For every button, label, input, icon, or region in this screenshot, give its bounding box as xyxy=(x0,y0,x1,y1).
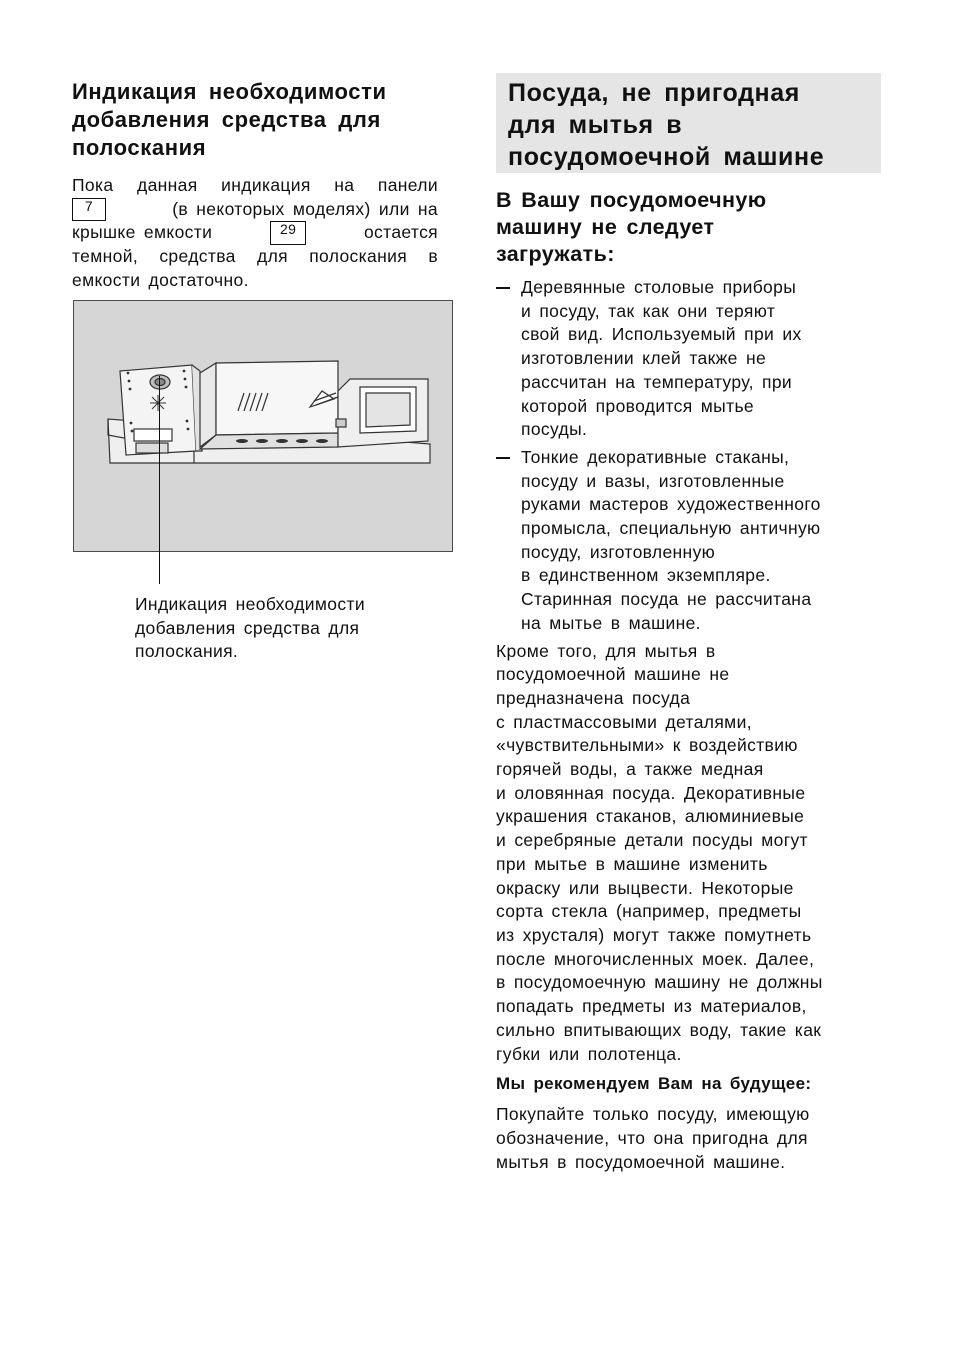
rinse-aid-indicator-heading: Индикация необходимости добавления средства для полоскания xyxy=(72,79,387,160)
panel-reference-box: 7 xyxy=(72,198,106,222)
unsuitable-dishes-heading: Посуда, не пригодная для мытья в посудомоечной машине xyxy=(508,79,825,171)
dispenser-figure xyxy=(73,300,453,552)
right-column xyxy=(496,73,886,1174)
container-reference-box: 29 xyxy=(270,221,306,245)
rinse-aid-intro-text: Пока данная индикация на панели 7 (в некоторых моделях) или на крышке емкости 29 остается темной, средства для полоскания в емкости достаточно. xyxy=(72,175,438,290)
dash-bullet-icon xyxy=(496,287,510,289)
figure-caption: Индикация необходимости добавления средства для полоскания. xyxy=(135,594,365,661)
dishwasher-detergent-dispenser-icon xyxy=(74,301,452,551)
dash-bullet-icon xyxy=(496,457,510,459)
callout-leader-line xyxy=(159,376,160,584)
unsuitable-items-list xyxy=(496,276,886,636)
recommendation-text: Покупайте только посуду, имеющую обозначение, что она пригодна для мытья в посудомоечной машине. xyxy=(496,1104,810,1172)
list-item: Тонкие декоративные стаканы, посуду и вазы, изготовленные руками мастеров художественного промысла, специальную античную посуду, изготовленную в единственном экземпляре. Старинная посуда не рассчитана на мытье в машине. xyxy=(496,446,886,636)
additional-info-paragraph: Кроме того, для мытья в посудомоечной машине не предназначена посуда с пластмассовыми деталями, «чувствительными» к воздействию горячей воды, а также медная и оловянная посуда. Декоративные украшения стаканов, алюминиевые и серебряные детали посуды могут при мытье в машине изменить окраску или выцвести. Некоторые сорта стекла (например, предметы из хрусталя) могут также помутнеть после многочисленных моек. Далее, в посудомоечную машину не должны попадать предметы из материалов, сильно впитывающих воду, такие как губки или полотенца. xyxy=(496,640,823,1064)
left-column xyxy=(72,78,452,293)
recommendation-heading: Мы рекомендуем Вам на будущее: xyxy=(496,1074,812,1094)
section-banner xyxy=(496,73,881,173)
list-item: Деревянные столовые приборы и посуду, так как они теряют свой вид. Используемый при их изготовлении клей также не рассчитан на температуру, при которой проводится мытье посуды. xyxy=(496,276,886,442)
do-not-load-subheading: В Вашу посудомоечную машину не следует загружать: xyxy=(496,188,767,266)
